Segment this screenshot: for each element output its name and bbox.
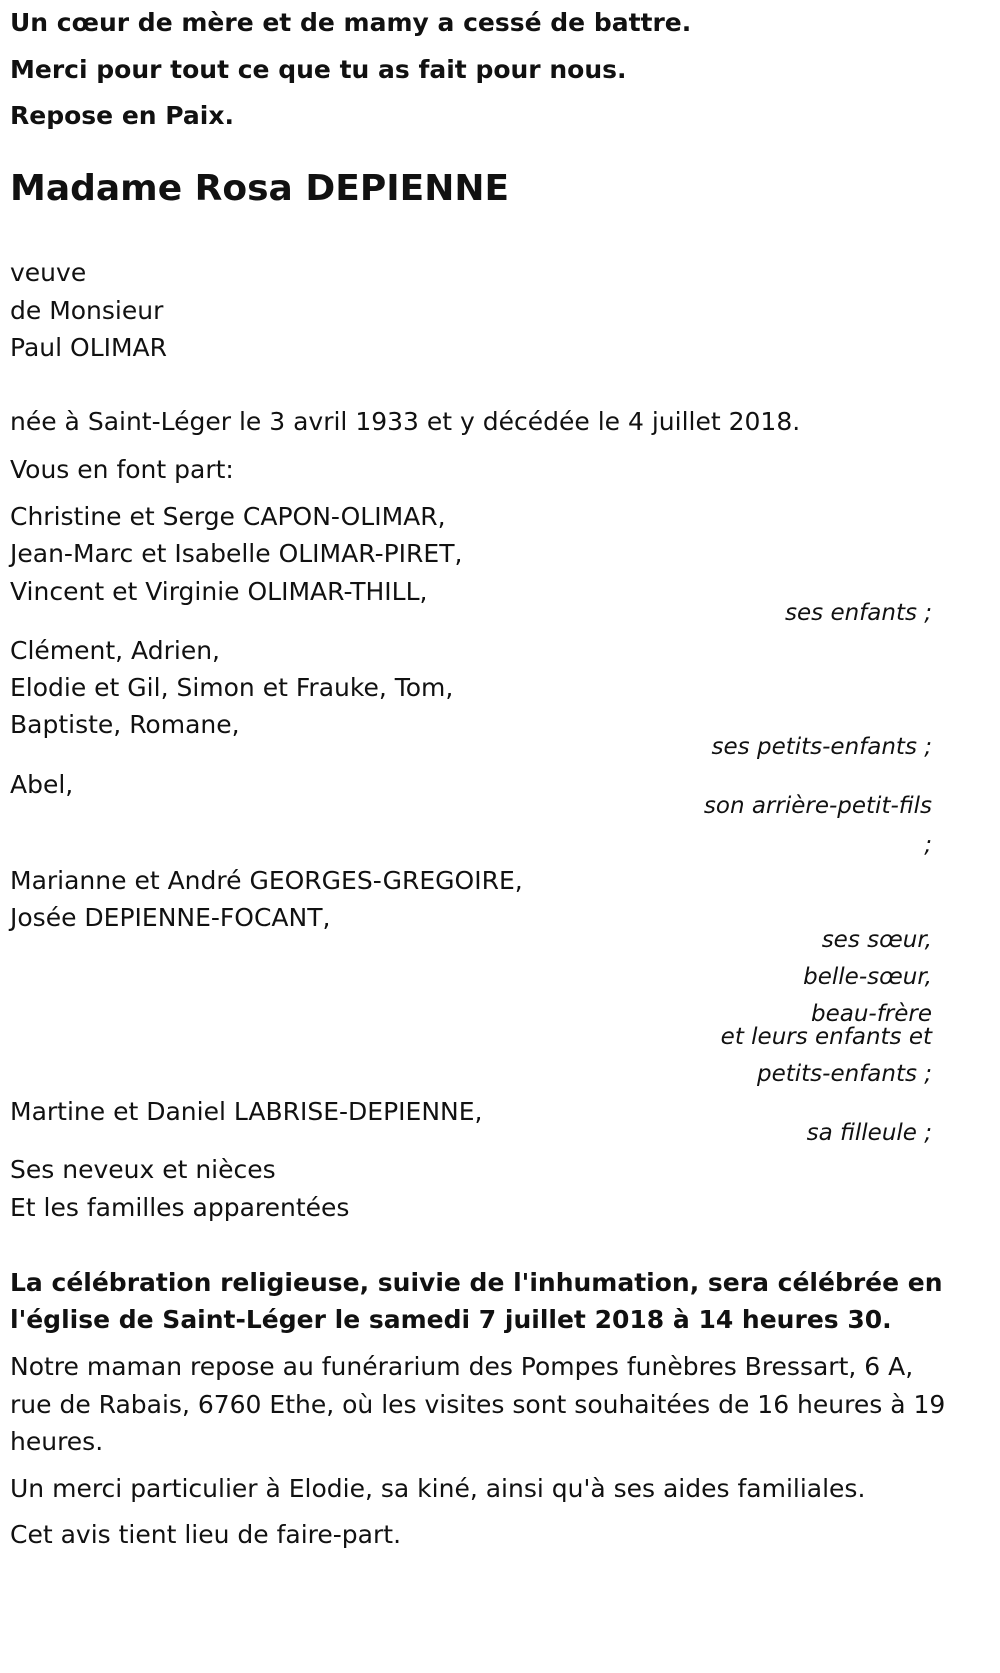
- children-line-2: Jean-Marc et Isabelle OLIMAR-PIRET,: [10, 539, 463, 568]
- notice-line: Cet avis tient lieu de faire-part.: [10, 1520, 402, 1549]
- siblings-relation-1: ses sœur,: [821, 927, 932, 953]
- grandchildren-relation: ses petits-enfants ;: [711, 734, 932, 760]
- siblings-line-1: Marianne et André GEORGES-GREGOIRE,: [10, 866, 523, 895]
- birth-death-line: née à Saint-Léger le 3 avril 1933 et y décédée le 4 juillet 2018.: [10, 407, 801, 436]
- status-line-2: de Monsieur: [10, 296, 164, 325]
- intro-line-2: Merci pour tout ce que tu as fait pour nous.: [10, 55, 627, 84]
- siblings-relation-2: belle-sœur,: [803, 964, 932, 990]
- children-line-3: Vincent et Virginie OLIMAR-THILL,: [10, 577, 428, 606]
- visit-line-2: rue de Rabais, 6760 Ethe, où les visites sont souhaitées de 16 heures à 19: [10, 1390, 946, 1419]
- grandchildren-line-2: Elodie et Gil, Simon et Frauke, Tom,: [10, 673, 454, 702]
- others-line-1: Ses neveux et nièces: [10, 1155, 276, 1184]
- others-line-2: Et les familles apparentées: [10, 1193, 350, 1222]
- great-grandchild-relation-end: ;: [924, 832, 932, 858]
- thanks-line: Un merci particulier à Elodie, sa kiné, ainsi qu'à ses aides familiales.: [10, 1474, 866, 1503]
- status-line-3: Paul OLIMAR: [10, 333, 168, 362]
- goddaughter-line: Martine et Daniel LABRISE-DEPIENNE,: [10, 1097, 483, 1126]
- siblings-line-2: Josée DEPIENNE-FOCANT,: [10, 903, 331, 932]
- grandchildren-line-3: Baptiste, Romane,: [10, 710, 240, 739]
- siblings-relation-4: et leurs enfants et: [720, 1024, 932, 1050]
- grandchildren-line-1: Clément, Adrien,: [10, 636, 220, 665]
- children-line-1: Christine et Serge CAPON-OLIMAR,: [10, 502, 446, 531]
- intro-line-1: Un cœur de mère et de mamy a cessé de battre.: [10, 8, 692, 37]
- status-line-1: veuve: [10, 258, 87, 287]
- great-grandchild-relation: son arrière-petit-fils: [703, 793, 932, 819]
- great-grandchild-line: Abel,: [10, 770, 74, 799]
- announce-line: Vous en font part:: [10, 455, 234, 484]
- visit-line-1: Notre maman repose au funérarium des Pompes funèbres Bressart, 6 A,: [10, 1352, 914, 1381]
- ceremony-line-1: La célébration religieuse, suivie de l'inhumation, sera célébrée en: [10, 1268, 943, 1297]
- visit-line-3: heures.: [10, 1427, 104, 1456]
- children-relation: ses enfants ;: [785, 600, 932, 626]
- deceased-name: Madame Rosa DEPIENNE: [10, 168, 510, 209]
- siblings-relation-5: petits-enfants ;: [756, 1061, 932, 1087]
- ceremony-line-2: l'église de Saint-Léger le samedi 7 juillet 2018 à 14 heures 30.: [10, 1305, 892, 1334]
- siblings-relation-3: beau-frère: [810, 1001, 932, 1027]
- goddaughter-relation: sa filleule ;: [806, 1120, 932, 1146]
- intro-line-3: Repose en Paix.: [10, 101, 234, 130]
